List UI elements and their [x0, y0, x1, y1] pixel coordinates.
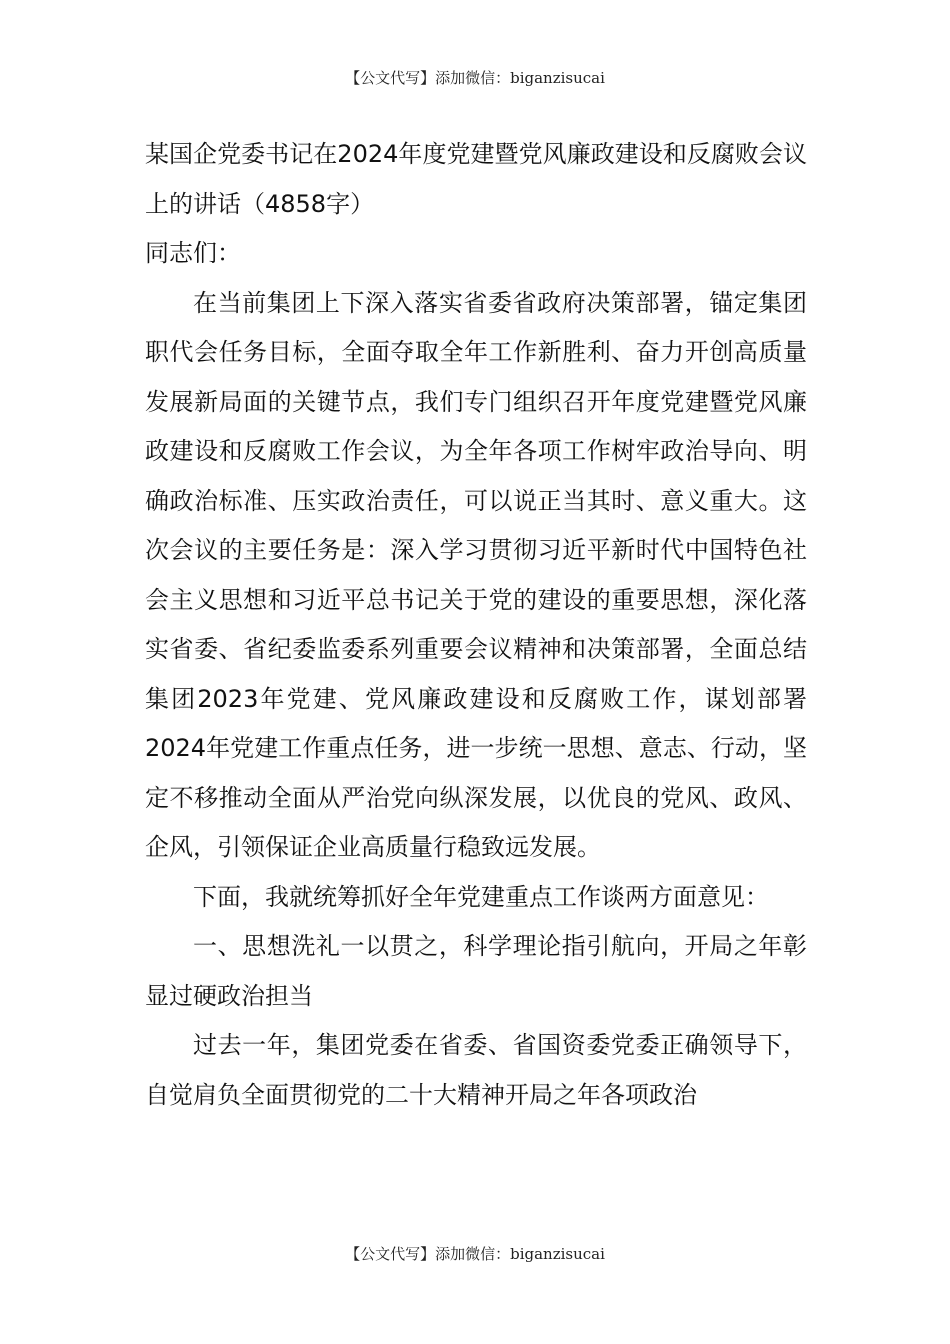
paragraph-intro: 在当前集团上下深入落实省委省政府决策部署，锚定集团职代会任务目标，全面夺取全年工作新胜利、奋力开创高质量发展新局面的关键节点，我们专门组织召开年度党建暨党风廉政建设和反腐败工作会议，为全年各项工作树牢政治导向、明确政治标准、压实政治责任，可以说正当其时、意义重大。这次会议的主要任务是：深入学习贯彻习近平新时代中国特色社会主义思想和习近平总书记关于党的建设的重要思想，深化落实省委、省纪委监委系列重要会议精神和决策部署，全面总结集团2023年党建、党风廉政建设和反腐败工作，谋划部署2024年党建工作重点任务，进一步统一思想、意志、行动，坚定不移推动全面从严治党向纵深发展，以优良的党风、政风、企风，引领保证企业高质量行稳致远发展。 — [145, 288, 807, 861]
document-title: 某国企党委书记在2024年度党建暨党风廉政建设和反腐败会议上的讲话（4858字） — [145, 140, 807, 218]
salutation: 同志们： — [145, 239, 241, 267]
section-heading-1: 一、思想洗礼一以贯之，科学理论指引航向，开局之年彰显过硬政治担当 — [145, 932, 807, 1010]
paragraph-transition: 下面，我就统筹抓好全年党建重点工作谈两方面意见： — [193, 882, 769, 911]
page-footer-watermark: 【公文代写】添加微信：biganzisucai — [345, 1245, 605, 1263]
page-header-watermark: 【公文代写】添加微信：biganzisucai — [345, 69, 605, 87]
section-1-paragraph: 过去一年，集团党委在省委、省国资委党委正确领导下，自觉肩负全面贯彻党的二十大精神开局之年各项政治 — [145, 1031, 807, 1109]
document-body — [145, 130, 807, 1120]
